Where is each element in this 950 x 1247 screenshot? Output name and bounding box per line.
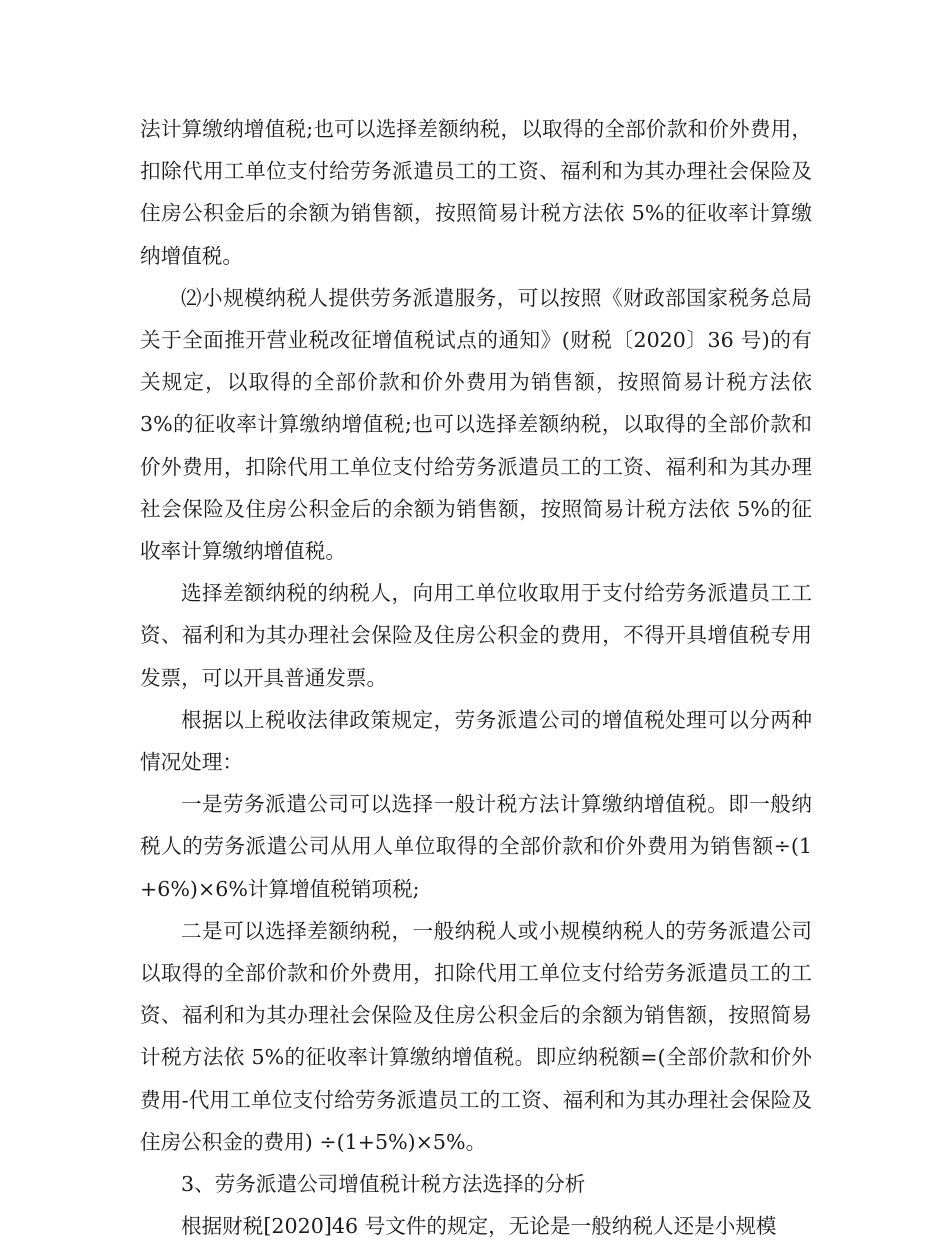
paragraph-analysis-start: 根据财税[2020]46 号文件的规定，无论是一般纳税人还是小规模 bbox=[181, 1214, 777, 1239]
section-heading-3: 3、劳务派遣公司增值税计税方法选择的分析 bbox=[181, 1172, 586, 1197]
paragraph-continuation: 法计算缴纳增值税;也可以选择差额纳税，以取得的全部价款和价外费用，扣除代用工单位支付给劳务派遣员工的工资、福利和为其办理社会保险及住房公积金后的余额为销售额，按照简易计税方法依 5%的征收率计算缴纳增值税。 bbox=[140, 117, 812, 268]
paragraph-differential-invoice: 选择差额纳税的纳税人，向用工单位收取用于支付给劳务派遣员工工资、福利和为其办理社会保险及住房公积金的费用，不得开具增值税专用发票，可以开具普通发票。 bbox=[140, 581, 812, 690]
paragraph-case-one: 一是劳务派遣公司可以选择一般计税方法计算缴纳增值税。即一般纳税人的劳务派遣公司从用人单位取得的全部价款和价外费用为销售额÷(1+6%)×6%计算增值税销项税; bbox=[140, 792, 812, 901]
document-body bbox=[140, 108, 812, 1247]
paragraph-case-two: 二是可以选择差额纳税，一般纳税人或小规模纳税人的劳务派遣公司以取得的全部价款和价外费用，扣除代用工单位支付给劳务派遣员工的工资、福利和为其办理社会保险及住房公积金后的余额为销售额，按照简易计税方法依 5%的征收率计算缴纳增值税。即应纳税额=(全部价款和价外费用-代用工单位支付给劳务派遣员工的工资、福利和为其办理社会保险及住房公积金的费用) ÷(1+5%)×5%。 bbox=[140, 918, 812, 1154]
paragraph-small-scale-taxpayer: ⑵小规模纳税人提供劳务派遣服务，可以按照《财政部国家税务总局关于全面推开营业税改征增值税试点的通知》(财税〔2020〕36 号)的有关规定，以取得的全部价款和价外费用为销售额，按照简易计税方法依 3%的征收率计算缴纳增值税;也可以选择差额纳税，以取得的全部价款和价外费用，扣除代用工单位支付给劳务派遣员工的工资、福利和为其办理社会保险及住房公积金后的余额为销售额，按照简易计税方法依 5%的征收率计算缴纳增值税。 bbox=[140, 285, 812, 564]
paragraph-two-cases-intro: 根据以上税收法律政策规定，劳务派遣公司的增值税处理可以分两种情况处理： bbox=[140, 707, 812, 775]
